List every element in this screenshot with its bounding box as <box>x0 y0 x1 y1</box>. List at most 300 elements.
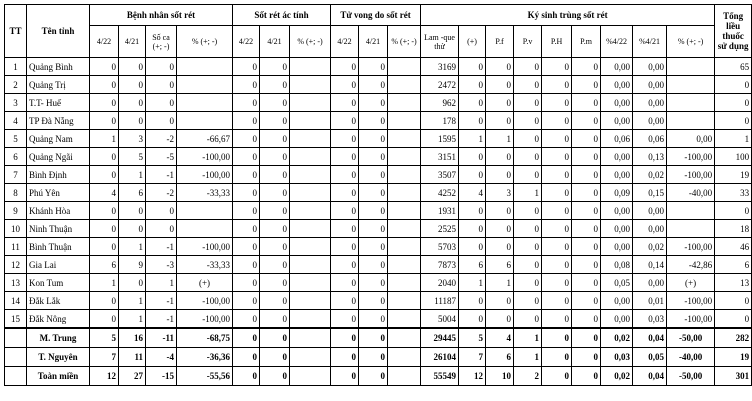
header-ks-pct422: %4/22 <box>601 26 633 58</box>
cell-pct-change: -100,00 <box>667 166 715 184</box>
cell-pm: 0 <box>572 94 601 112</box>
cell-tv-422: 0 <box>331 148 359 166</box>
cell-pv: 0 <box>514 94 542 112</box>
cell-pct-change: -40,00 <box>667 184 715 202</box>
cell-bn-soca: -2 <box>146 130 177 148</box>
cell-ac-422: 0 <box>233 256 260 274</box>
cell-ph: 0 <box>542 292 572 310</box>
cell-positive: 1 <box>459 274 486 292</box>
table-row <box>5 256 752 274</box>
cell-pct421: 0,00 <box>633 76 667 94</box>
cell-total-doses: 0 <box>715 202 752 220</box>
cell-ph: 0 <box>542 328 572 348</box>
cell-pct422: 0,00 <box>601 310 633 329</box>
header-province-name: Tên tỉnh <box>27 5 90 58</box>
cell-tv-422: 0 <box>331 367 359 386</box>
cell-ac-422: 0 <box>233 112 260 130</box>
cell-pv: 0 <box>514 238 542 256</box>
cell-tt: 15 <box>5 310 27 329</box>
table-body <box>5 58 752 386</box>
cell-positive: 0 <box>459 310 486 329</box>
cell-tt: 5 <box>5 130 27 148</box>
cell-tv-pct <box>388 328 421 348</box>
cell-tv-pct <box>388 367 421 386</box>
header-tt: TT <box>5 5 27 58</box>
cell-pct422: 0,00 <box>601 58 633 76</box>
cell-total-doses: 6 <box>715 256 752 274</box>
cell-province: Bình Thuận <box>27 238 90 256</box>
cell-ac-421: 0 <box>260 292 290 310</box>
cell-pct422: 0,00 <box>601 148 633 166</box>
cell-pct-change <box>667 112 715 130</box>
cell-positive: 0 <box>459 220 486 238</box>
cell-pv: 0 <box>514 76 542 94</box>
cell-bn-soca: -4 <box>146 348 177 367</box>
cell-pct421: 0,02 <box>633 238 667 256</box>
cell-pct-change: -100,00 <box>667 238 715 256</box>
cell-bn-pct <box>177 94 233 112</box>
cell-ph: 0 <box>542 148 572 166</box>
cell-bn-422: 0 <box>90 76 119 94</box>
cell-ac-pct <box>290 256 331 274</box>
table-row <box>5 238 752 256</box>
cell-tt <box>5 328 27 348</box>
cell-pct-change <box>667 202 715 220</box>
cell-ac-pct <box>290 202 331 220</box>
cell-bn-422: 12 <box>90 367 119 386</box>
cell-bn-soca: 0 <box>146 220 177 238</box>
cell-bn-pct: -33,33 <box>177 184 233 202</box>
cell-ac-pct <box>290 348 331 367</box>
cell-pct422: 0,00 <box>601 76 633 94</box>
cell-tv-421: 0 <box>359 256 388 274</box>
cell-ac-pct <box>290 220 331 238</box>
table-row <box>5 166 752 184</box>
cell-province: Ninh Thuận <box>27 220 90 238</box>
cell-bn-422: 0 <box>90 58 119 76</box>
cell-ac-422: 0 <box>233 238 260 256</box>
cell-province: T. Nguyên <box>27 348 90 367</box>
cell-pm: 0 <box>572 148 601 166</box>
cell-tt: 3 <box>5 94 27 112</box>
header-group-patients: Bệnh nhân sốt rét <box>90 5 233 26</box>
cell-tv-pct <box>388 292 421 310</box>
header-bn-pct: % (+; -) <box>177 26 233 58</box>
cell-pct-change: -50,00 <box>667 367 715 386</box>
cell-ac-421: 0 <box>260 348 290 367</box>
cell-pct422: 0,00 <box>601 238 633 256</box>
cell-bn-421: 6 <box>119 184 146 202</box>
cell-pct422: 0,00 <box>601 166 633 184</box>
cell-ac-421: 0 <box>260 310 290 329</box>
cell-positive: 0 <box>459 58 486 76</box>
cell-tv-pct <box>388 238 421 256</box>
cell-bn-pct: -100,00 <box>177 238 233 256</box>
cell-pct421: 0,14 <box>633 256 667 274</box>
cell-bn-422: 0 <box>90 112 119 130</box>
cell-province: Quảng Nam <box>27 130 90 148</box>
cell-pv: 0 <box>514 256 542 274</box>
cell-pct-change: -40,00 <box>667 348 715 367</box>
cell-pct-change <box>667 58 715 76</box>
cell-pf: 1 <box>486 130 514 148</box>
cell-tt: 7 <box>5 166 27 184</box>
cell-pct422: 0,06 <box>601 130 633 148</box>
cell-pv: 0 <box>514 292 542 310</box>
cell-pf: 0 <box>486 58 514 76</box>
cell-pct-change <box>667 220 715 238</box>
cell-total-doses: 0 <box>715 94 752 112</box>
cell-bn-pct <box>177 112 233 130</box>
cell-province: M. Trung <box>27 328 90 348</box>
cell-bn-pct: -68,75 <box>177 328 233 348</box>
cell-tt: 2 <box>5 76 27 94</box>
cell-pm: 0 <box>572 367 601 386</box>
cell-tv-421: 0 <box>359 112 388 130</box>
cell-pf: 0 <box>486 148 514 166</box>
cell-lam: 2525 <box>421 220 459 238</box>
table-row <box>5 148 752 166</box>
table-row <box>5 220 752 238</box>
cell-pm: 0 <box>572 112 601 130</box>
cell-tv-422: 0 <box>331 94 359 112</box>
cell-ac-pct <box>290 58 331 76</box>
cell-ph: 0 <box>542 166 572 184</box>
cell-tv-421: 0 <box>359 202 388 220</box>
cell-tt: 1 <box>5 58 27 76</box>
cell-tt: 8 <box>5 184 27 202</box>
cell-pm: 0 <box>572 328 601 348</box>
cell-ac-pct <box>290 367 331 386</box>
cell-tv-422: 0 <box>331 184 359 202</box>
header-group-deaths: Tử vong do sốt rét <box>331 5 421 26</box>
cell-lam: 55549 <box>421 367 459 386</box>
cell-tv-422: 0 <box>331 256 359 274</box>
cell-pct422: 0,00 <box>601 94 633 112</box>
cell-lam: 5004 <box>421 310 459 329</box>
cell-lam: 3151 <box>421 148 459 166</box>
cell-tv-422: 0 <box>331 112 359 130</box>
cell-tv-421: 0 <box>359 367 388 386</box>
cell-ph: 0 <box>542 238 572 256</box>
cell-tv-pct <box>388 166 421 184</box>
cell-ac-421: 0 <box>260 202 290 220</box>
cell-ph: 0 <box>542 184 572 202</box>
cell-lam: 26104 <box>421 348 459 367</box>
cell-province: T.T- Huế <box>27 94 90 112</box>
cell-tt: 4 <box>5 112 27 130</box>
table-header <box>5 5 752 58</box>
cell-tv-pct <box>388 58 421 76</box>
cell-ac-pct <box>290 148 331 166</box>
cell-bn-soca: 0 <box>146 58 177 76</box>
cell-positive: 0 <box>459 76 486 94</box>
cell-pv: 0 <box>514 148 542 166</box>
cell-bn-pct: -100,00 <box>177 148 233 166</box>
header-bn-422: 4/22 <box>90 26 119 58</box>
cell-pf: 10 <box>486 367 514 386</box>
cell-tv-422: 0 <box>331 220 359 238</box>
cell-lam: 178 <box>421 112 459 130</box>
summary-row <box>5 328 752 348</box>
cell-ph: 0 <box>542 58 572 76</box>
cell-tv-421: 0 <box>359 238 388 256</box>
cell-bn-soca: -1 <box>146 166 177 184</box>
cell-pct421: 0,03 <box>633 310 667 329</box>
cell-pf: 0 <box>486 94 514 112</box>
header-ks-pct: % (+; -) <box>667 26 715 58</box>
cell-bn-soca: -3 <box>146 256 177 274</box>
cell-ac-pct <box>290 292 331 310</box>
cell-ac-422: 0 <box>233 202 260 220</box>
cell-tv-pct <box>388 130 421 148</box>
cell-pct421: 0,00 <box>633 202 667 220</box>
cell-bn-pct: -36,36 <box>177 348 233 367</box>
cell-bn-421: 9 <box>119 256 146 274</box>
cell-pct-change: -100,00 <box>667 292 715 310</box>
cell-pm: 0 <box>572 166 601 184</box>
cell-tv-pct <box>388 148 421 166</box>
cell-bn-421: 0 <box>119 202 146 220</box>
cell-pct422: 0,00 <box>601 292 633 310</box>
cell-pct422: 0,05 <box>601 274 633 292</box>
cell-tt: 9 <box>5 202 27 220</box>
cell-ph: 0 <box>542 202 572 220</box>
cell-bn-422: 0 <box>90 148 119 166</box>
cell-ac-422: 0 <box>233 292 260 310</box>
cell-pv: 1 <box>514 184 542 202</box>
cell-ac-421: 0 <box>260 148 290 166</box>
cell-ac-pct <box>290 238 331 256</box>
cell-ph: 0 <box>542 220 572 238</box>
cell-ac-421: 0 <box>260 274 290 292</box>
cell-bn-422: 1 <box>90 274 119 292</box>
cell-lam: 2472 <box>421 76 459 94</box>
cell-tv-pct <box>388 274 421 292</box>
header-ks-pf: P.f <box>486 26 514 58</box>
cell-pv: 0 <box>514 220 542 238</box>
cell-pct-change: -42,86 <box>667 256 715 274</box>
cell-ac-422: 0 <box>233 310 260 329</box>
cell-ac-pct <box>290 184 331 202</box>
cell-tv-421: 0 <box>359 184 388 202</box>
cell-pct422: 0,02 <box>601 367 633 386</box>
cell-ph: 0 <box>542 76 572 94</box>
cell-tv-pct <box>388 112 421 130</box>
cell-bn-422: 0 <box>90 220 119 238</box>
cell-total-doses: 0 <box>715 76 752 94</box>
cell-bn-pct <box>177 202 233 220</box>
cell-pv: 0 <box>514 166 542 184</box>
cell-positive: 4 <box>459 184 486 202</box>
cell-tv-422: 0 <box>331 166 359 184</box>
header-ks-pv: P.v <box>514 26 542 58</box>
cell-bn-pct <box>177 58 233 76</box>
cell-bn-soca: 0 <box>146 112 177 130</box>
cell-pv: 0 <box>514 202 542 220</box>
cell-ac-pct <box>290 328 331 348</box>
header-ks-pct421: %4/21 <box>633 26 667 58</box>
cell-bn-422: 6 <box>90 256 119 274</box>
cell-positive: 12 <box>459 367 486 386</box>
malaria-report-table <box>4 4 752 386</box>
summary-row <box>5 367 752 386</box>
cell-pf: 0 <box>486 202 514 220</box>
cell-ac-422: 0 <box>233 184 260 202</box>
cell-tv-pct <box>388 184 421 202</box>
cell-tt: 10 <box>5 220 27 238</box>
cell-bn-soca: -1 <box>146 292 177 310</box>
cell-tv-422: 0 <box>331 238 359 256</box>
cell-pf: 0 <box>486 112 514 130</box>
cell-tv-pct <box>388 76 421 94</box>
cell-tv-422: 0 <box>331 328 359 348</box>
cell-pm: 0 <box>572 76 601 94</box>
cell-ac-421: 0 <box>260 130 290 148</box>
cell-bn-421: 0 <box>119 58 146 76</box>
cell-bn-421: 16 <box>119 328 146 348</box>
cell-ac-422: 0 <box>233 130 260 148</box>
table-row <box>5 76 752 94</box>
header-ks-lam: Lam -que thử <box>421 26 459 58</box>
cell-pct421: 0,00 <box>633 274 667 292</box>
cell-ac-pct <box>290 166 331 184</box>
cell-lam: 1595 <box>421 130 459 148</box>
header-ac-422: 4/22 <box>233 26 260 58</box>
cell-tv-pct <box>388 220 421 238</box>
cell-bn-pct: -55,56 <box>177 367 233 386</box>
table-row <box>5 202 752 220</box>
cell-total-doses: 33 <box>715 184 752 202</box>
cell-bn-soca: 1 <box>146 274 177 292</box>
cell-pct-change: 0,00 <box>667 130 715 148</box>
cell-bn-soca: 0 <box>146 94 177 112</box>
cell-total-doses: 19 <box>715 166 752 184</box>
cell-pct421: 0,05 <box>633 348 667 367</box>
cell-tv-pct <box>388 310 421 329</box>
cell-pct421: 0,04 <box>633 367 667 386</box>
cell-bn-421: 0 <box>119 94 146 112</box>
cell-tt: 14 <box>5 292 27 310</box>
cell-ph: 0 <box>542 94 572 112</box>
cell-bn-421: 1 <box>119 238 146 256</box>
cell-tv-421: 0 <box>359 220 388 238</box>
header-tv-pct: % (+; -) <box>388 26 421 58</box>
cell-tv-422: 0 <box>331 58 359 76</box>
cell-positive: 0 <box>459 202 486 220</box>
cell-pct421: 0,00 <box>633 58 667 76</box>
cell-pm: 0 <box>572 310 601 329</box>
cell-bn-422: 7 <box>90 348 119 367</box>
cell-pv: 0 <box>514 112 542 130</box>
cell-bn-422: 5 <box>90 328 119 348</box>
cell-tv-421: 0 <box>359 310 388 329</box>
cell-bn-soca: -15 <box>146 367 177 386</box>
cell-tt: 11 <box>5 238 27 256</box>
cell-pct421: 0,02 <box>633 166 667 184</box>
cell-bn-pct: -100,00 <box>177 292 233 310</box>
cell-bn-421: 0 <box>119 76 146 94</box>
header-row-sub <box>5 26 752 58</box>
table-row <box>5 130 752 148</box>
cell-pct422: 0,03 <box>601 348 633 367</box>
cell-province: Kon Tum <box>27 274 90 292</box>
cell-ac-422: 0 <box>233 274 260 292</box>
cell-bn-soca: -1 <box>146 238 177 256</box>
cell-positive: 0 <box>459 238 486 256</box>
cell-bn-pct <box>177 76 233 94</box>
cell-pf: 1 <box>486 274 514 292</box>
cell-positive: 1 <box>459 130 486 148</box>
cell-lam: 5703 <box>421 238 459 256</box>
cell-pv: 0 <box>514 58 542 76</box>
cell-bn-422: 0 <box>90 166 119 184</box>
cell-lam: 2040 <box>421 274 459 292</box>
cell-total-doses: 282 <box>715 328 752 348</box>
cell-ac-pct <box>290 274 331 292</box>
cell-province: Toàn miền <box>27 367 90 386</box>
cell-bn-soca: -2 <box>146 184 177 202</box>
cell-tv-421: 0 <box>359 328 388 348</box>
cell-total-doses: 13 <box>715 274 752 292</box>
cell-pv: 2 <box>514 367 542 386</box>
cell-bn-soca: 0 <box>146 76 177 94</box>
cell-pct421: 0,00 <box>633 220 667 238</box>
cell-ac-421: 0 <box>260 220 290 238</box>
cell-total-doses: 65 <box>715 58 752 76</box>
cell-ac-421: 0 <box>260 184 290 202</box>
cell-pf: 4 <box>486 328 514 348</box>
cell-pct421: 0,13 <box>633 148 667 166</box>
cell-positive: 6 <box>459 256 486 274</box>
cell-pct-change <box>667 76 715 94</box>
cell-tv-421: 0 <box>359 76 388 94</box>
header-total-doses: Tổng liều thuốc sử dụng <box>715 5 752 58</box>
cell-pct-change: -100,00 <box>667 310 715 329</box>
cell-ph: 0 <box>542 348 572 367</box>
cell-bn-pct: -33,33 <box>177 256 233 274</box>
cell-ph: 0 <box>542 367 572 386</box>
cell-province: Bình Định <box>27 166 90 184</box>
cell-pct-change: -50,00 <box>667 328 715 348</box>
cell-ac-422: 0 <box>233 94 260 112</box>
cell-pf: 6 <box>486 256 514 274</box>
cell-province: Đắk Nông <box>27 310 90 329</box>
header-tv-422: 4/22 <box>331 26 359 58</box>
cell-tv-422: 0 <box>331 274 359 292</box>
cell-pf: 0 <box>486 238 514 256</box>
cell-tv-422: 0 <box>331 76 359 94</box>
cell-bn-422: 1 <box>90 130 119 148</box>
cell-tt: 13 <box>5 274 27 292</box>
cell-ac-pct <box>290 76 331 94</box>
cell-bn-421: 1 <box>119 292 146 310</box>
cell-ac-422: 0 <box>233 148 260 166</box>
cell-lam: 11187 <box>421 292 459 310</box>
cell-positive: 0 <box>459 166 486 184</box>
cell-ac-pct <box>290 94 331 112</box>
cell-pv: 1 <box>514 348 542 367</box>
table-row <box>5 292 752 310</box>
cell-pm: 0 <box>572 256 601 274</box>
cell-pm: 0 <box>572 348 601 367</box>
cell-pct422: 0,02 <box>601 328 633 348</box>
cell-ph: 0 <box>542 310 572 329</box>
cell-total-doses: 100 <box>715 148 752 166</box>
cell-bn-pct: -100,00 <box>177 166 233 184</box>
cell-pct421: 0,15 <box>633 184 667 202</box>
cell-ac-422: 0 <box>233 58 260 76</box>
